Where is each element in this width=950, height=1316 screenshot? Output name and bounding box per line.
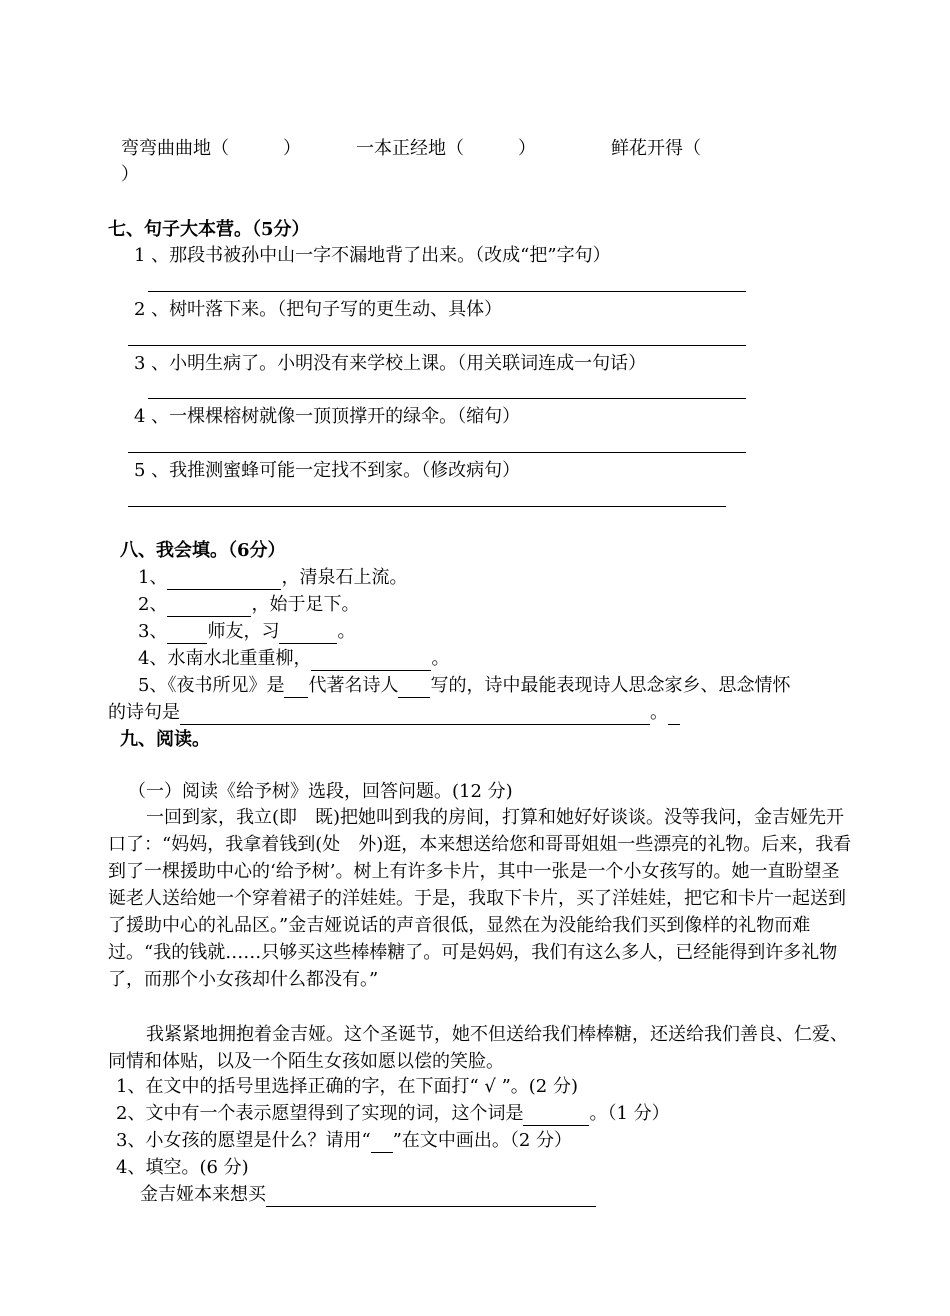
reading-question-3 — [116, 1129, 572, 1153]
s8-question-5 — [138, 674, 790, 698]
fill-item-3: 鲜花开得（ — [611, 138, 701, 159]
s8-q5-blank-1[interactable] — [284, 677, 308, 698]
reading-1-title: （一）阅读《给予树》选段，回答问题。(12 分) — [128, 781, 513, 802]
reading-q2-text: 2、文中有一个表示愿望得到了实现的词，这个词是 — [116, 1103, 524, 1124]
s8-question-4 — [138, 647, 449, 671]
reading-q2-score: 。（1 分） — [589, 1103, 670, 1124]
s8-q4-prefix: 4、水南水北重重柳， — [138, 648, 312, 669]
s8-q1-suffix: ，清泉石上流。 — [281, 567, 408, 588]
s7-question-5: 5 、我推测蜜蜂可能一定找不到家。（修改病句） — [134, 460, 521, 481]
fill-item-3-close: ） — [121, 164, 139, 185]
reading-q3-score: ”在文中画出。（2 分） — [392, 1130, 573, 1151]
s8-q5-trail-line — [668, 704, 680, 725]
s8-q4-blank[interactable] — [311, 650, 431, 671]
reading-passage-paragraph-1: 一回到家，我立(即 既)把她叫到我的房间，打算和她好好谈谈。没等我问，金吉娅先开口了：“妈妈，我拿着钱到(处 外)逛，本来想送给您和哥哥姐姐一些漂亮的礼物。后来，我看到了一棵援助中心的‘给予树’。树上有许多卡片，其中一张是一个小女孩写的。她一直盼望圣诞老人送给她一个穿着裙子的洋娃娃。于是，我取下卡片，买了洋娃娃，把它和卡片一起送到了援助中心的礼品区。”金吉娅说话的声音很低，显然在为没能给我们买到像样的礼物而难过。“我的钱就……只够买这些棒棒糖了。可是妈妈，我们有这么多人，已经能得到许多礼物了，而那个小女孩却什么都没有。” — [108, 807, 852, 990]
s7-answer-line-3[interactable] — [148, 398, 746, 399]
fill-item-2: 一本正经地（ ） — [356, 138, 536, 159]
s8-q2-prefix: 2、 — [138, 594, 168, 615]
reading-q4-text: 金吉娅本来想买 — [140, 1184, 266, 1205]
s8-question-3 — [138, 620, 355, 644]
reading-q2-blank[interactable] — [523, 1105, 589, 1126]
reading-q4-blank[interactable] — [266, 1186, 596, 1207]
s8-q5-a: 5、《夜书所见》是 — [138, 675, 285, 696]
s8-q5-e: 。 — [650, 702, 668, 723]
s8-q5-b: 代著名诗人 — [308, 675, 399, 696]
section-7-title: 七、句子大本营。（5分） — [108, 219, 310, 240]
s8-q1-blank[interactable] — [167, 569, 281, 590]
s8-q1-prefix: 1、 — [138, 567, 168, 588]
s8-q5-blank-2[interactable] — [398, 677, 430, 698]
s8-q5-d: 的诗句是 — [108, 702, 180, 723]
reading-passage-paragraph-2: 我紧紧地拥抱着金吉娅。这个圣诞节，她不但送给我们棒棒糖，还送给我们善良、仁爱、同情和体贴，以及一个陌生女孩如愿以偿的笑脸。 — [108, 1024, 848, 1072]
s7-question-3: 3 、小明生病了。小明没有来学校上课。（用关联词连成一句话） — [134, 353, 647, 374]
s8-q3-suffix: 。 — [337, 621, 356, 642]
section-8-title: 八、我会填。（6分） — [120, 540, 286, 561]
s8-q3-prefix: 3、 — [138, 621, 168, 642]
s8-q5-blank-3[interactable] — [180, 704, 650, 725]
reading-question-1: 1、在文中的括号里选择正确的字，在下面打“ √ ”。(2 分) — [116, 1076, 578, 1097]
reading-question-2 — [116, 1102, 670, 1126]
s8-question-5-cont — [108, 701, 680, 725]
s7-answer-line-4[interactable] — [128, 452, 746, 453]
s7-answer-line-1[interactable] — [148, 291, 746, 292]
reading-question-4: 4、填空。(6 分) — [116, 1157, 249, 1178]
s8-q2-suffix: ，始于足下。 — [251, 594, 360, 615]
s8-question-1 — [138, 566, 407, 590]
reading-question-4-line — [140, 1183, 596, 1207]
reading-q3-underline-sample — [371, 1132, 393, 1153]
s8-q3-blank-1[interactable] — [167, 623, 207, 644]
s7-answer-line-2[interactable] — [128, 345, 746, 346]
section-9-title: 九、阅读。 — [120, 729, 210, 750]
s8-q5-c: 写的，诗中最能表现诗人思念家乡、思念情怀 — [430, 675, 791, 696]
s8-q2-blank[interactable] — [167, 596, 251, 617]
s7-question-4: 4 、一棵棵榕树就像一顶顶撑开的绿伞。（缩句） — [134, 406, 521, 427]
s8-question-2 — [138, 593, 359, 617]
s7-answer-line-5[interactable] — [128, 506, 726, 507]
s8-q4-suffix: 。 — [431, 648, 450, 669]
fill-item-1: 弯弯曲曲地（ ） — [121, 138, 301, 159]
reading-q3-text: 3、小女孩的愿望是什么？请用“ — [116, 1130, 371, 1151]
s7-question-2: 2 、树叶落下来。（把句子写的更生动、具体） — [134, 299, 503, 320]
s8-q3-mid: 师友，习 — [207, 621, 280, 642]
s8-q3-blank-2[interactable] — [279, 623, 337, 644]
s7-question-1: 1 、那段书被孙中山一字不漏地背了出来。（改成“把”字句） — [134, 245, 611, 266]
